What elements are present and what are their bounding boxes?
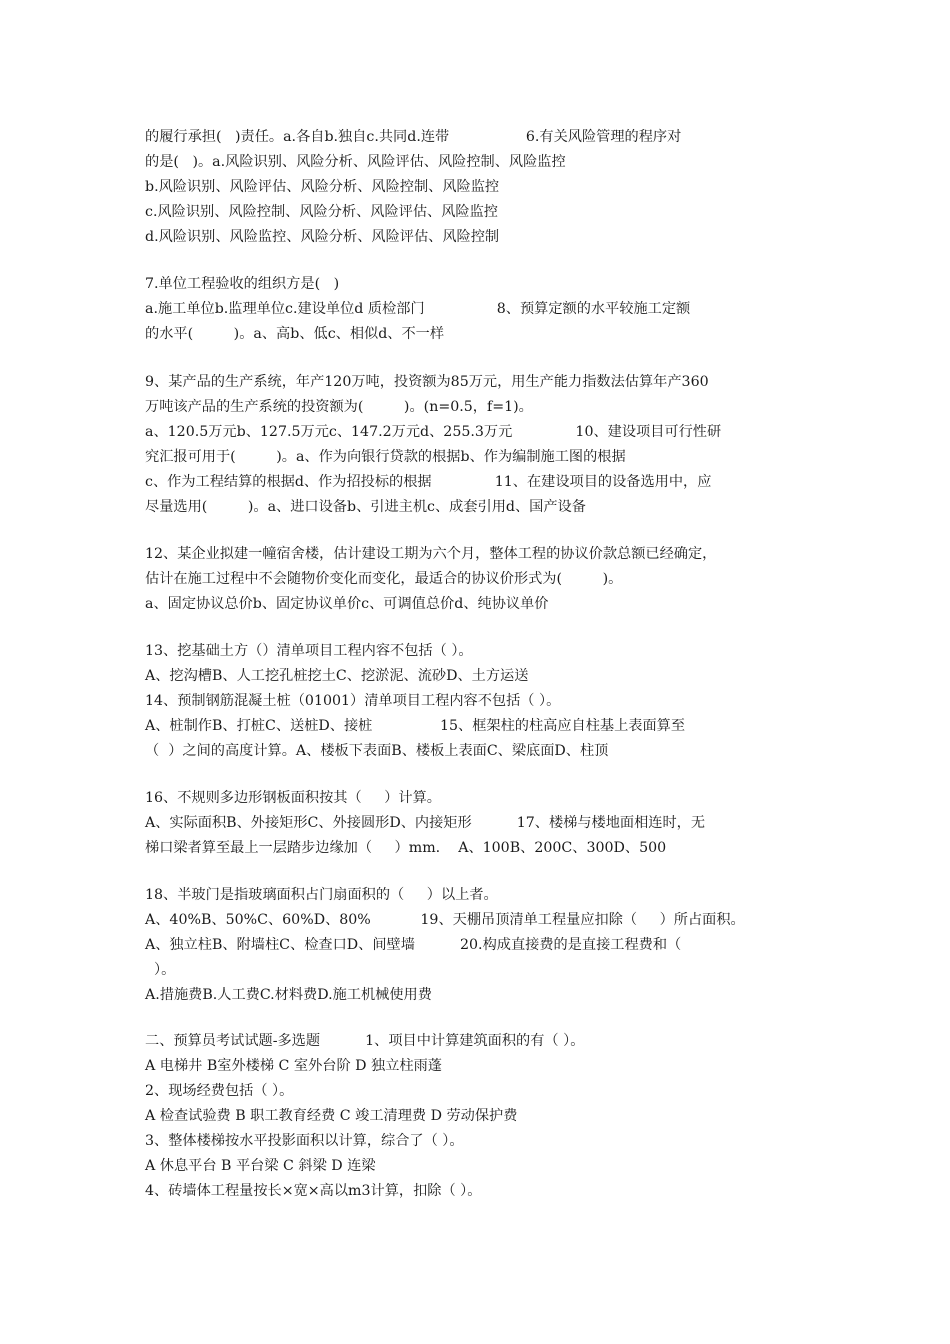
text-line: 的是( )。a.风险识别、风险分析、风险评估、风险控制、风险监控	[145, 154, 566, 170]
text-line: a.施工单位b.监理单位c.建设单位d 质检部门 8、预算定额的水平较施工定额	[145, 301, 691, 317]
text-line: 二、预算员考试试题-多选题 1、项目中计算建筑面积的有（ ）。	[145, 1033, 585, 1049]
text-line: （ ）之间的高度计算。A、楼板下表面B、楼板上表面C、梁底面D、柱顶	[145, 743, 609, 759]
text-line: c、作为工程结算的根据d、作为招投标的根据 11、在建设项目的设备选用中，应	[145, 474, 712, 490]
text-line: 万吨该产品的生产系统的投资额为( )。(n=0.5，f=1)。	[145, 399, 533, 415]
text-line: ）。	[145, 962, 176, 978]
text-line: A 电梯井 B室外楼梯 C 室外台阶 D 独立柱雨蓬	[145, 1058, 442, 1074]
text-line: 2、现场经费包括（ ）。	[145, 1083, 294, 1099]
text-line: 13、挖基础土方（）清单项目工程内容不包括（ ）。	[145, 643, 473, 659]
text-line: 3、整体楼梯按水平投影面积以计算，综合了（ ）。	[145, 1133, 464, 1149]
text-line: A、40%B、50%C、60%D、80% 19、天棚吊顶清单工程量应扣除（ ）所占面积。	[145, 912, 745, 928]
text-line: d.风险识别、风险监控、风险分析、风险评估、风险控制	[145, 229, 500, 245]
text-line: 14、预制钢筋混凝土桩（01001）清单项目工程内容不包括（ ）。	[145, 693, 561, 709]
text-line: a、固定协议总价b、固定协议单价c、可调值总价d、纯协议单价	[145, 596, 549, 612]
text-line: 18、半玻门是指玻璃面积占门扇面积的（ ）以上者。	[145, 887, 498, 903]
text-line: 梯口梁者算至最上一层踏步边缘加（ ）mm. A、100B、200C、300D、500	[145, 840, 667, 856]
text-line: 16、不规则多边形钢板面积按其（ ）计算。	[145, 790, 441, 806]
text-line: 的履行承担( )责任。a.各自b.独自c.共同d.连带 6.有关风险管理的程序对	[145, 129, 682, 145]
text-line: c.风险识别、风险控制、风险分析、风险评估、风险监控	[145, 204, 498, 220]
text-line: 究汇报可用于( )。a、作为向银行贷款的根据b、作为编制施工图的根据	[145, 449, 626, 465]
text-line: b.风险识别、风险评估、风险分析、风险控制、风险监控	[145, 179, 500, 195]
text-line: 的水平( )。a、高b、低c、相似d、不一样	[145, 326, 445, 342]
text-line: A.措施费B.人工费C.材料费D.施工机械使用费	[145, 987, 432, 1003]
text-line: A 休息平台 B 平台梁 C 斜梁 D 连梁	[145, 1158, 376, 1174]
text-line: A、挖沟槽B、人工挖孔桩挖土C、挖淤泥、流砂D、土方运送	[145, 668, 529, 684]
text-line: 4、砖墙体工程量按长×宽×高以m3计算，扣除（ ）。	[145, 1183, 482, 1199]
text-line: 估计在施工过程中不会随物价变化而变化，最适合的协议价形式为( )。	[145, 571, 623, 587]
text-line: 7.单位工程验收的组织方是( )	[145, 276, 340, 292]
text-line: A、桩制作B、打桩C、送桩D、接桩 15、框架柱的柱高应自柱基上表面算至	[145, 718, 686, 734]
text-line: 尽量选用( )。a、进口设备b、引进主机c、成套引用d、国产设备	[145, 499, 586, 515]
text-line: A、实际面积B、外接矩形C、外接圆形D、内接矩形 17、楼梯与楼地面相连时，无	[145, 815, 706, 831]
text-line: A、独立柱B、附墙柱C、检查口D、间壁墙 20.构成直接费的是直接工程费和（	[145, 937, 682, 953]
text-line: A 检查试验费 B 职工教育经费 C 竣工清理费 D 劳动保护费	[145, 1108, 518, 1124]
text-line: 9、某产品的生产系统，年产120万吨，投资额为85万元，用生产能力指数法估算年产360	[145, 374, 709, 390]
text-line: a、120.5万元b、127.5万元c、147.2万元d、255.3万元 10、建设项目可行性研	[145, 424, 722, 440]
text-line: 12、某企业拟建一幢宿舍楼，估计建设工期为六个月，整体工程的协议价款总额已经确定，	[145, 546, 717, 562]
